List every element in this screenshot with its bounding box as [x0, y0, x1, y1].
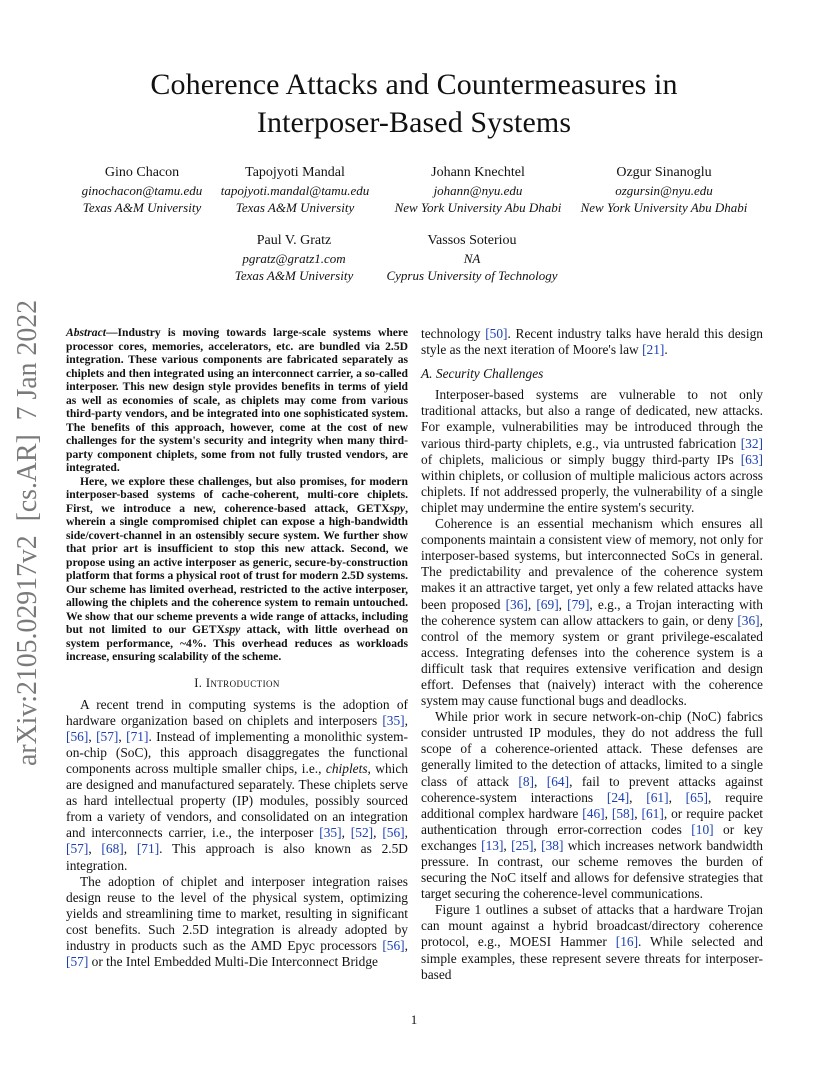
author-name: Gino Chacon: [104, 165, 180, 180]
author-email: ozgursin@nyu.edu: [615, 182, 713, 198]
citation-link[interactable]: [71]: [126, 728, 149, 744]
author-name: Ozgur Sinanoglu: [616, 165, 712, 180]
citation-link[interactable]: [61]: [641, 805, 664, 821]
page-number: 1: [410, 1012, 418, 1027]
citation-link[interactable]: [69]: [536, 596, 559, 612]
citation-link[interactable]: [32]: [740, 435, 763, 451]
citation-link[interactable]: [61]: [646, 789, 669, 805]
body-paragraph: Interposer-based systems are vulnerable to not only traditional attacks, but also a range of dedicated, new attacks. For example, vulnerabilities may be introduced through the various third-party chiplets, e.g., via untrusted fabrication [32] of chiplets, malicious or simply buggy third-party IPs [63] within chiplets, or collusion of multiple malicious actors across chiplets. If not addressed properly, the vulnerability of a single chiplet may undermine the entire system's security.: [421, 387, 763, 515]
author-email: tapojyoti.mandal@tamu.edu: [220, 182, 370, 198]
author-block: [62, 164, 222, 217]
author-block: [212, 164, 378, 217]
author-email: johann@nyu.edu: [433, 182, 523, 198]
author-affiliation: Texas A&M University: [235, 200, 355, 215]
abstract-paragraph: Abstract—Industry is moving towards large-scale systems where processor cores, memories, accelerators, etc. are bundled via 2.5D integration. These various components are fabricated separately as chiplets and then integrated using an interconnect carrier, a so-called interposer. This new design style provides benefits in terms of yield as well as economies of scale, as chiplets may come from various third-party vendors, and be integrated into one sophisticated system. The benefits of this approach, however, come at the cost of new challenges for the system's security and integrity when many third-party component chiplets, some from not fully trusted vendors, are integrated.: [66, 326, 408, 474]
body-paragraph: Figure 1 outlines a subset of attacks that a hardware Trojan can mount against a hybrid broadcast/directory coherence protocol, e.g., MOESI Hammer [16]. While selected and simple examples, these represent severe threats for interposer-based: [421, 902, 763, 982]
citation-link[interactable]: [16]: [615, 934, 639, 950]
citation-link[interactable]: [57]: [66, 954, 89, 970]
citation-link[interactable]: [79]: [567, 596, 590, 612]
section-heading: I. Introduction: [194, 675, 280, 690]
left-column: [66, 326, 408, 970]
citation-link[interactable]: [35]: [382, 712, 405, 728]
subsection-heading: A. Security Challenges: [421, 366, 544, 382]
body-paragraph: The adoption of chiplet and interposer integration raises design reuse to the level of the physical system, optimizing yields and streamlining time to market, resulting in significant cost benefits. Such 2.5D integration is already adopted by industry in products such as the AMD Epyc processors [56], [57] or the Intel Embedded Multi-Die Interconnect Bridge: [66, 873, 408, 970]
citation-link[interactable]: [56]: [382, 825, 405, 841]
author-affiliation: New York University Abu Dhabi: [580, 200, 748, 215]
author-affiliation: Texas A&M University: [82, 200, 202, 215]
author-email: pgratz@gratz1.com: [242, 250, 346, 266]
citation-link[interactable]: [56]: [66, 728, 89, 744]
citation-link[interactable]: [57]: [96, 728, 119, 744]
author-block: [566, 164, 762, 217]
author-name: Paul V. Gratz: [256, 233, 332, 248]
abstract-paragraph: Here, we explore these challenges, but also promises, for modern interposer-based systems of cache-coherent, multi-core chiplets. First, we introduce a new, coherence-based attack, GETXspy, wherein a single compromised chiplet can expose a high-bandwidth side/covert-channel in an ostensibly secure system. We further show that prior art is insufficient to stop this new attack. Second, we propose using an active interposer as generic, secure-by-construction platform that forms a physical root of trust for modern 2.5D systems. Our scheme has limited overhead, restricted to the active interposer, allowing the chiplets and the coherence system to remain untouched. We show that our scheme prevents a wide range of attacks, including but not limited to our GETXspy attack, with little overhead on system performance, ~4%. This overhead reduces as workloads increase, ensuring scalability of the scheme.: [66, 474, 408, 663]
citation-link[interactable]: [52]: [350, 825, 374, 841]
citation-link[interactable]: [68]: [101, 841, 124, 857]
citation-link[interactable]: [38]: [541, 837, 564, 853]
author-name: Johann Knechtel: [431, 165, 525, 180]
author-name: Vassos Soteriou: [427, 233, 517, 248]
citation-link[interactable]: [71]: [136, 841, 160, 857]
citation-link[interactable]: [50]: [485, 326, 508, 341]
author-email: NA: [463, 250, 481, 266]
author-affiliation: Cyprus University of Technology: [386, 268, 558, 283]
author-block: [214, 232, 374, 285]
body-paragraph: Coherence is an essential mechanism which ensures all components maintain a consistent view of memory, not only for interposer-based systems, but interconnected SoCs in general. The predictability and prevalence of the coherence system makes it an attractive target, yet only a few related attacks have been proposed [36], [69], [79], e.g., a Trojan interacting with the coherence system can allow attackers to gain, or deny [36], control of the memory system or grant privilege-escalated access. Integrating defenses into the coherence system is a difficult task that requires extensive verification and design effort. Defenses that (naively) interact with the coherence system may cause functional bugs and deadlocks.: [421, 516, 764, 709]
body-paragraph: A recent trend in computing systems is the adoption of hardware organization based on chiplets and interposers [35], [56], [57], [71]. Instead of implementing a monolithic system-on-chip (SoC), this approach disaggregates the functional components across multiple smaller chips, i.e., chiplets, which are designed and manufactured separately. These chiplets serve as hard intellectual property (IP) modules, possibly sourced from a variety of vendors, and consolidated on an integration and interconnects carrier, i.e., the interposer [35], [52], [56], [57], [68], [71]. This approach is also known as 2.5D integration.: [66, 696, 409, 873]
citation-link[interactable]: [56]: [382, 938, 405, 953]
citation-link[interactable]: [13]: [481, 837, 504, 853]
author-email: ginochacon@tamu.edu: [81, 182, 203, 198]
citation-link[interactable]: [63]: [740, 451, 763, 467]
citation-link[interactable]: [64]: [546, 773, 570, 789]
title-line-2: Interposer-Based Systems: [256, 106, 572, 139]
abstract-label: Abstract: [66, 326, 106, 339]
body-paragraph: While prior work in secure network-on-chip (NoC) fabrics consider untrusted IP modules, they do not address the full scope of a coherence-oriented attack. These defenses are generally limited to the detection of attacks, limited to a single class of attack [8], [64], fail to prevent attacks against coherence-system interactions [24], [61], [65], require additional complex hardware [46], [58], [61], or require packet authentication through error-correction codes [10] or key exchanges [13], [25], [38] which increases network bandwidth pressure. In contrast, our scheme removes the burden of securing the NoC itself and allows for defensive strategies that target securing the coherence-level communications.: [421, 709, 764, 902]
arxiv-identifier-stamp: [2, 296, 48, 766]
right-column: [421, 326, 763, 983]
author-affiliation: New York University Abu Dhabi: [394, 200, 562, 215]
author-block: [380, 164, 576, 217]
citation-link[interactable]: [24]: [606, 789, 630, 805]
citation-link[interactable]: [10]: [691, 821, 714, 837]
citation-link[interactable]: [8]: [518, 773, 535, 789]
citation-link[interactable]: [57]: [66, 841, 89, 857]
abstract: [66, 326, 408, 664]
author-name: Tapojyoti Mandal: [245, 165, 345, 180]
paper-title: [60, 66, 768, 142]
author-affiliation: Texas A&M University: [234, 268, 354, 283]
citation-link[interactable]: [25]: [511, 837, 534, 853]
arxiv-stamp-text: arXiv:2105.02917v2 [cs.AR] 7 Jan 2022: [11, 296, 43, 766]
title-line-1: Coherence Attacks and Countermeasures in: [150, 68, 678, 101]
citation-link[interactable]: [36]: [505, 596, 528, 612]
citation-link[interactable]: [46]: [582, 805, 605, 821]
citation-link[interactable]: [58]: [611, 805, 635, 821]
citation-link[interactable]: [21]: [642, 342, 665, 358]
body-paragraph: technology [50]. Recent industry talks have herald this design style as the next iteration of Moore's law [21].: [421, 326, 763, 358]
citation-link[interactable]: [36]: [737, 612, 760, 628]
citation-link[interactable]: [35]: [319, 825, 342, 841]
citation-link[interactable]: [65]: [685, 789, 708, 805]
author-block: [374, 232, 570, 285]
